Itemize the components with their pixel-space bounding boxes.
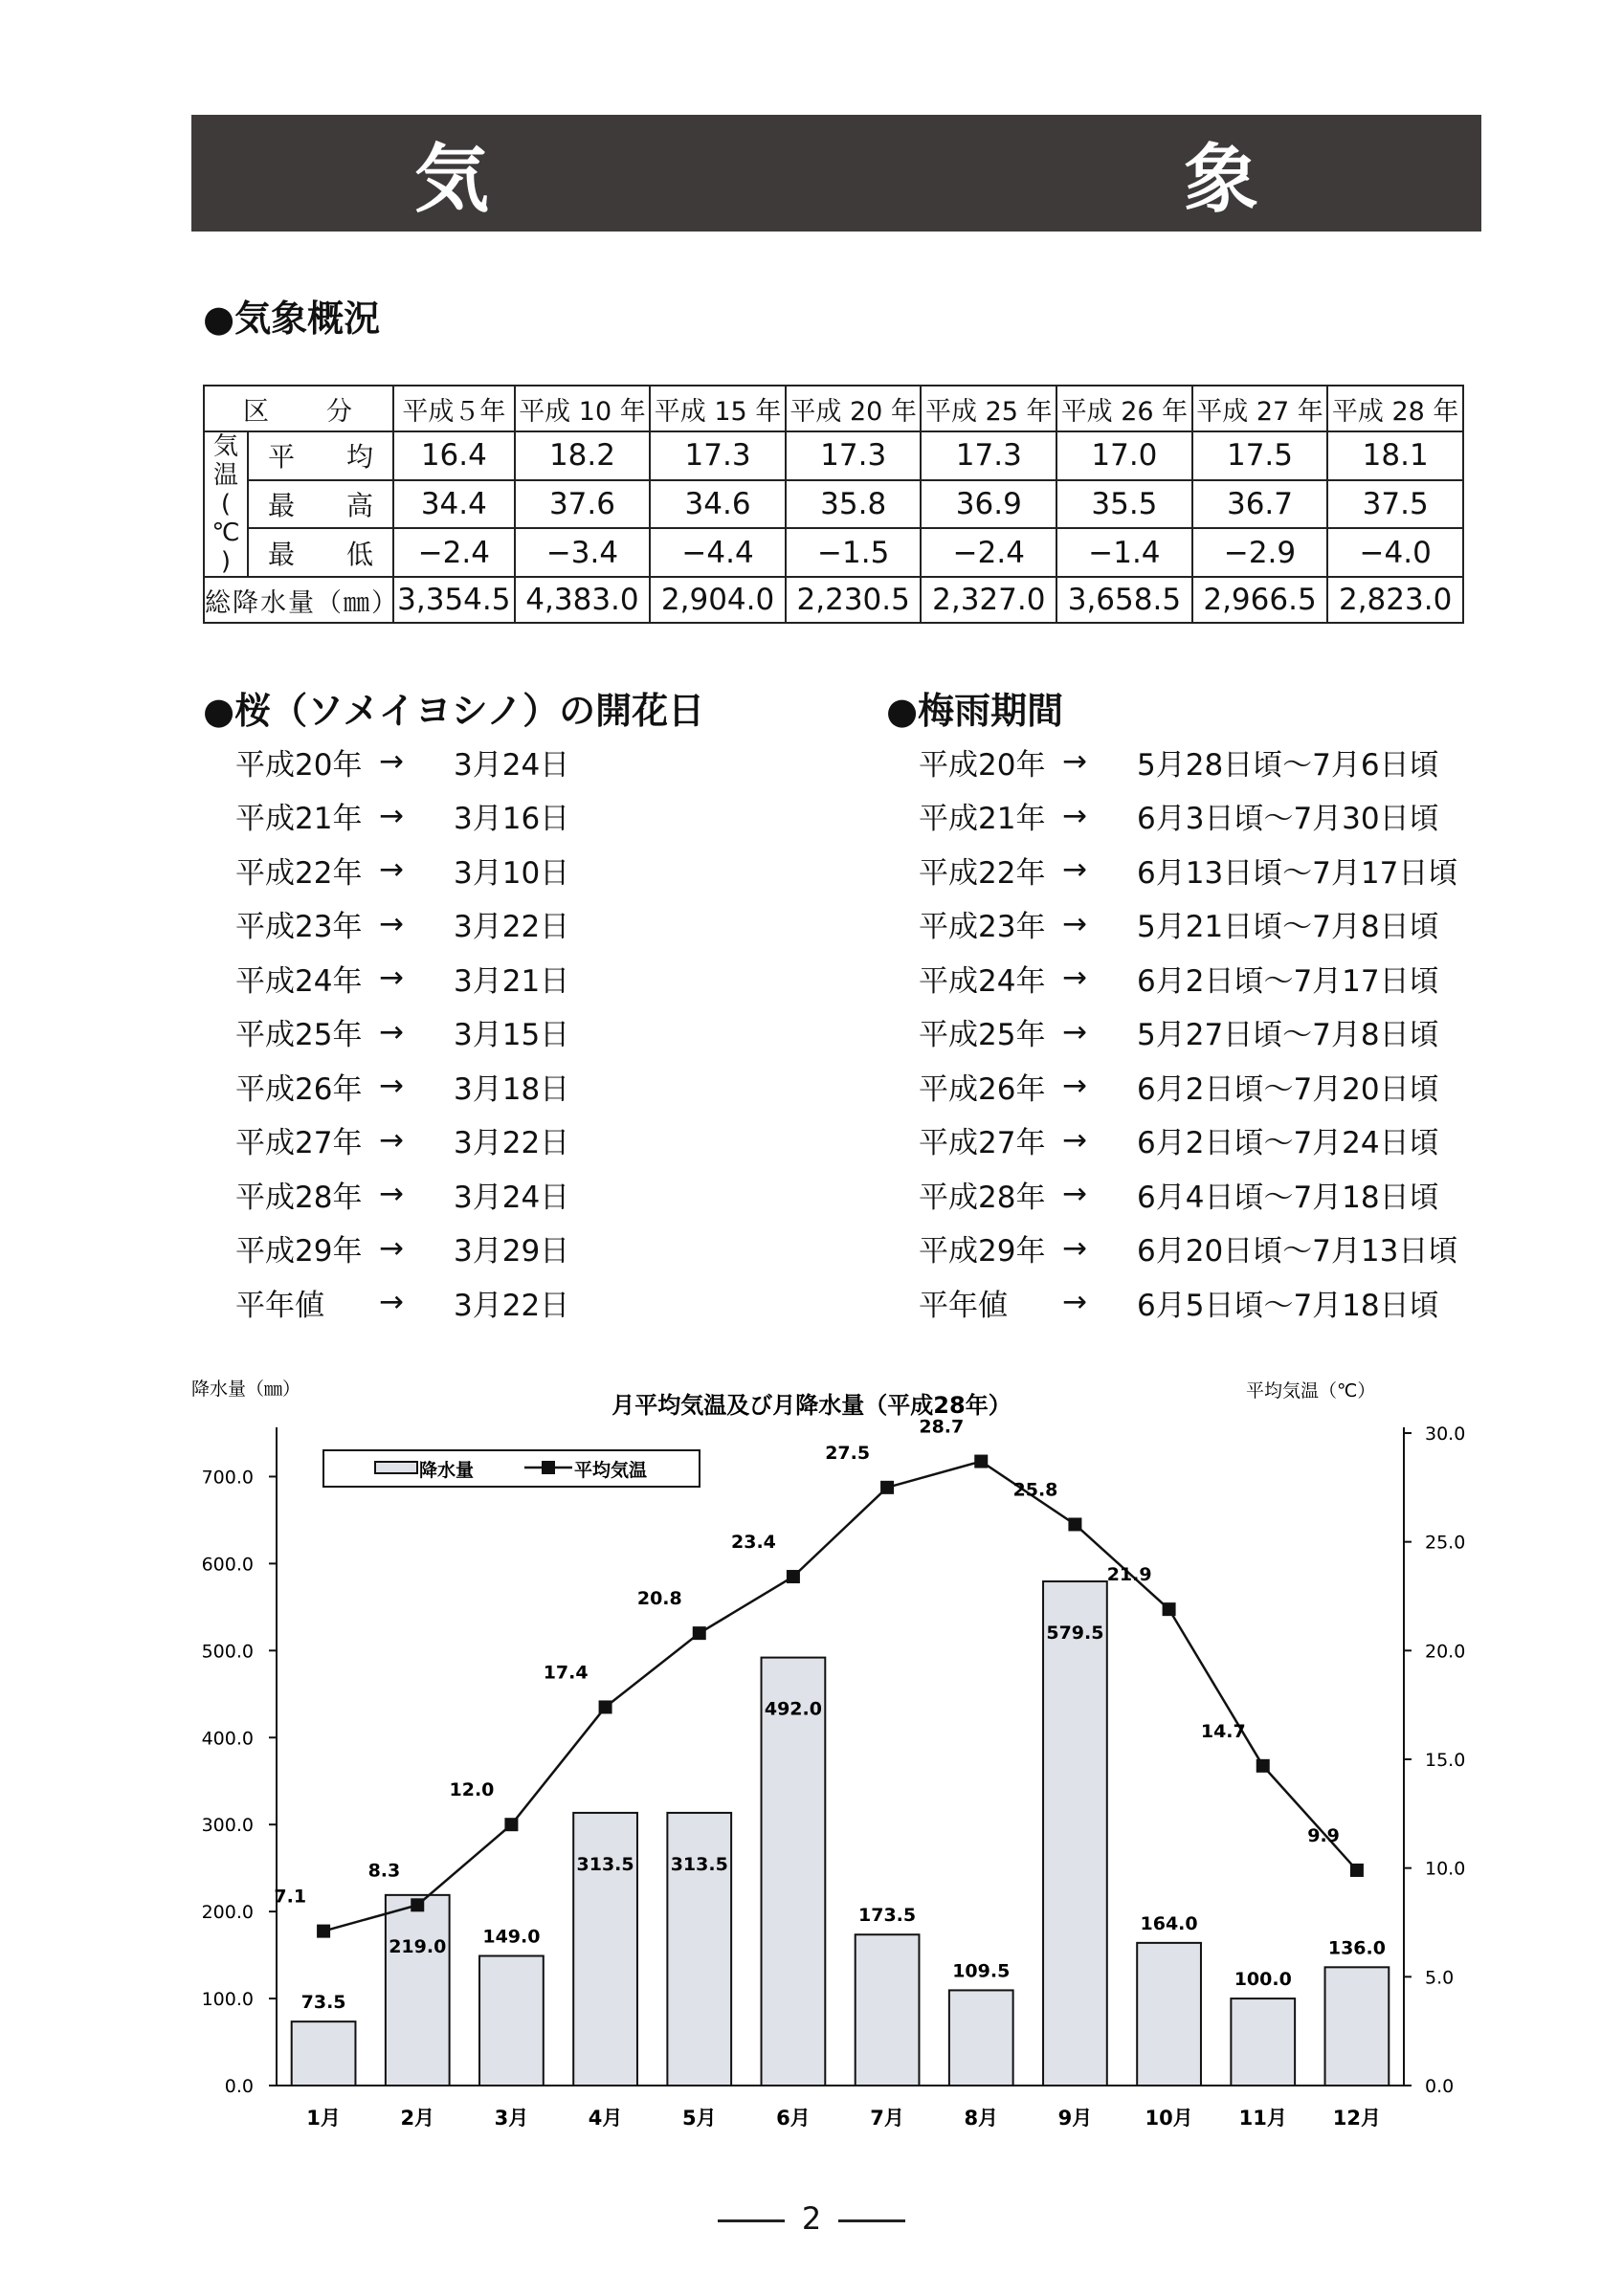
sakura-row [235,1005,569,1060]
tsuyu-year: 平成20年 [919,747,1046,783]
temperature-point [787,1570,800,1583]
table-cell: 4,383.0 [515,577,651,623]
sakura-value: 3月29日 [454,1234,570,1269]
arrow-icon: → [1062,1177,1087,1212]
tsuyu-value: 5月28日頃〜7月6日頃 [1137,747,1439,783]
tsuyu-value: 5月27日頃〜7月8日頃 [1137,1018,1439,1053]
table-cell: 34.6 [650,480,786,529]
arrow-icon: → [1062,1122,1087,1158]
temperature-point [1256,1759,1270,1773]
year-header: 平成５年 [393,386,515,431]
temperature-point [974,1455,988,1468]
sakura-value: 3月16日 [454,802,570,837]
y-tick-label: 500.0 [201,1641,254,1663]
x-tick-label: 8月 [964,2107,999,2130]
tsuyu-year: 平成26年 [919,1071,1046,1107]
table-cell: 18.1 [1327,431,1463,480]
table-cell: 2,904.0 [650,577,786,623]
arrow-icon: → [1062,744,1087,780]
sakura-row [235,843,569,897]
sakura-heading: ●桜（ソメイヨシノ）の開花日 [203,690,705,732]
table-cell: 17.0 [1056,431,1192,480]
table-cell: −1.5 [786,528,922,577]
arrow-icon: → [379,1177,404,1212]
sakura-year: 平成28年 [235,1180,363,1215]
arrow-icon: → [379,1122,404,1158]
temperature-point [1350,1864,1364,1877]
sakura-row [235,897,569,952]
rain-bar-label: 73.5 [300,1992,346,2014]
temperature-label: 20.8 [636,1588,682,1610]
sakura-value: 3月10日 [454,855,570,891]
page-title-bar [191,115,1481,232]
tsuyu-row [919,951,1457,1005]
sakura-value: 3月24日 [454,1180,570,1215]
tsuyu-row [919,897,1457,952]
monthly-weather-chart [0,1349,1623,2210]
sakura-value: 3月15日 [454,1018,570,1053]
tsuyu-value: 6月20日頃〜7月13日頃 [1137,1234,1458,1269]
table-cell: −2.9 [1192,528,1328,577]
row-label-max: 最 高 [248,480,393,529]
temperature-label: 25.8 [1012,1479,1058,1501]
y2-tick-label: 25.0 [1425,1532,1466,1554]
table-row [204,480,1463,529]
page-title: 気 象 [413,137,1440,223]
temperature-point [1068,1517,1081,1531]
arrow-icon: → [379,1069,404,1104]
temperature-label: 12.0 [449,1779,495,1801]
legend-line-marker [542,1461,555,1474]
footer-dash [718,2219,785,2222]
tsuyu-year: 平成25年 [919,1018,1046,1053]
arrow-icon: → [379,906,404,941]
temperature-point [599,1700,612,1713]
table-cell: 3,354.5 [393,577,515,623]
y2-tick-label: 30.0 [1425,1424,1466,1445]
x-tick-label: 3月 [494,2107,529,2130]
sakura-row [235,1275,569,1330]
sakura-value: 3月24日 [454,747,570,783]
tsuyu-list [919,735,1457,1330]
arrow-icon: → [1062,1230,1087,1266]
table-cell: 17.3 [921,431,1056,480]
sakura-year: 平成23年 [235,910,363,945]
temperature-label: 17.4 [543,1662,589,1684]
tsuyu-year: 平年値 [919,1288,1008,1323]
sakura-row [235,1222,569,1276]
x-tick-label: 10月 [1145,2107,1193,2130]
table-cell: 17.3 [650,431,786,480]
sakura-list [235,735,569,1330]
arrow-icon: → [379,1285,404,1320]
temperature-point [411,1898,424,1911]
temperature-label: 14.7 [1200,1720,1246,1742]
temperature-point [317,1925,330,1938]
sakura-value: 3月22日 [454,1288,570,1323]
table-row [204,528,1463,577]
year-header: 平成 10 年 [515,386,651,431]
y-tick-label: 200.0 [201,1902,254,1924]
temperature-point [504,1818,518,1831]
rain-bar-label: 313.5 [576,1853,634,1875]
rain-bar [856,1934,920,2086]
tsuyu-year: 平成28年 [919,1180,1046,1215]
page-number: 2 [801,2200,822,2237]
sakura-row [235,1059,569,1114]
tsuyu-row [919,1114,1457,1168]
rain-bar-label: 149.0 [482,1926,541,1948]
sakura-year: 平成21年 [235,802,363,837]
temperature-label: 21.9 [1106,1564,1152,1586]
table-header-label: 区 分 [204,386,393,431]
temperature-line [323,1462,1357,1932]
year-header: 平成 28 年 [1327,386,1463,431]
tsuyu-year: 平成23年 [919,910,1046,945]
table-cell: −4.0 [1327,528,1463,577]
table-cell: 2,230.5 [786,577,922,623]
x-tick-label: 11月 [1238,2107,1287,2130]
y2-tick-label: 15.0 [1425,1750,1466,1771]
sakura-year: 平成24年 [235,963,363,999]
arrow-icon: → [1062,852,1087,888]
sakura-value: 3月22日 [454,910,570,945]
sakura-row [235,951,569,1005]
tsuyu-year: 平成21年 [919,802,1046,837]
sakura-year: 平成29年 [235,1234,363,1269]
legend-line-label: 平均気温 [574,1460,648,1481]
tsuyu-value: 6月2日頃〜7月20日頃 [1137,1071,1439,1107]
tsuyu-row [919,1275,1457,1330]
sakura-year: 平成22年 [235,855,363,891]
temperature-group-label: 気 温 ( ℃ ) [204,431,248,577]
rain-bar-label: 313.5 [670,1853,728,1875]
arrow-icon: → [1062,1285,1087,1320]
arrow-icon: → [1062,960,1087,996]
tsuyu-value: 6月4日頃〜7月18日頃 [1137,1180,1439,1215]
x-tick-label: 4月 [588,2107,623,2130]
page-number-footer [0,2200,1623,2237]
chart-title: 月平均気温及び月降水量（平成28年） [611,1392,1012,1419]
y-tick-label: 100.0 [201,1989,254,2011]
year-header: 平成 26 年 [1056,386,1192,431]
y-axis-label: 降水量（㎜） [191,1379,301,1400]
arrow-icon: → [379,1230,404,1266]
arrow-icon: → [379,1014,404,1049]
year-header: 平成 15 年 [650,386,786,431]
sakura-year: 平成20年 [235,747,363,783]
sakura-row [235,1167,569,1222]
tsuyu-heading: ●梅雨期間 [886,690,1064,732]
rain-bar-label: 164.0 [1140,1912,1198,1934]
table-cell: 2,327.0 [921,577,1056,623]
year-header: 平成 20 年 [786,386,922,431]
x-tick-label: 5月 [681,2107,717,2130]
table-cell: −2.4 [393,528,515,577]
rain-bar [1325,1967,1390,2086]
tsuyu-value: 6月13日頃〜7月17日頃 [1137,855,1458,891]
table-cell: −3.4 [515,528,651,577]
tsuyu-value: 6月2日頃〜7月24日頃 [1137,1126,1439,1161]
row-label-min: 最 低 [248,528,393,577]
sakura-year: 平成26年 [235,1071,363,1107]
x-tick-label: 7月 [870,2107,904,2130]
x-tick-label: 1月 [306,2107,341,2130]
y-tick-label: 600.0 [201,1554,254,1576]
table-cell: −1.4 [1056,528,1192,577]
arrow-icon: → [379,960,404,996]
sakura-year: 平年値 [235,1288,324,1323]
y2-axis-label: 平均気温（℃） [1246,1380,1376,1402]
temperature-point [880,1481,894,1494]
sakura-value: 3月18日 [454,1071,570,1107]
y2-tick-label: 20.0 [1425,1641,1466,1663]
temperature-point [1163,1602,1176,1616]
table-cell: 2,966.5 [1192,577,1328,623]
temperature-label: 9.9 [1307,1824,1340,1846]
table-cell: 3,658.5 [1056,577,1192,623]
table-header-row [204,386,1463,431]
temperature-label: 8.3 [367,1860,401,1882]
table-cell: 16.4 [393,431,515,480]
table-row [204,577,1463,623]
temperature-point [693,1626,706,1640]
temperature-label: 27.5 [825,1442,871,1464]
sakura-value: 3月22日 [454,1126,570,1161]
y2-tick-label: 0.0 [1425,2076,1455,2097]
weather-overview-heading: ●気象概況 [203,298,381,340]
temperature-label: 28.7 [919,1416,965,1438]
footer-dash [838,2219,905,2222]
table-cell: −2.4 [921,528,1056,577]
sakura-row [235,789,569,844]
arrow-icon: → [1062,906,1087,941]
tsuyu-value: 6月3日頃〜7月30日頃 [1137,802,1439,837]
rain-bar [949,1990,1013,2086]
y-tick-label: 300.0 [201,1815,254,1837]
x-tick-label: 12月 [1332,2107,1382,2130]
arrow-icon: → [379,744,404,780]
tsuyu-year: 平成24年 [919,963,1046,999]
rain-bar-label: 579.5 [1046,1623,1104,1645]
tsuyu-row [919,789,1457,844]
y-tick-label: 0.0 [224,2076,254,2097]
tsuyu-row [919,1222,1457,1276]
tsuyu-year: 平成27年 [919,1126,1046,1161]
x-tick-label: 6月 [776,2107,811,2130]
arrow-icon: → [1062,1014,1087,1049]
rain-bar [479,1956,544,2086]
sakura-value: 3月21日 [454,963,570,999]
arrow-icon: → [1062,798,1087,833]
tsuyu-row [919,843,1457,897]
arrow-icon: → [379,798,404,833]
tsuyu-row [919,1167,1457,1222]
x-tick-label: 9月 [1057,2107,1093,2130]
rain-bar-label: 173.5 [858,1905,917,1927]
tsuyu-row [919,1005,1457,1060]
tsuyu-year: 平成22年 [919,855,1046,891]
table-cell: 18.2 [515,431,651,480]
temperature-label: 23.4 [731,1532,776,1554]
table-cell: 36.7 [1192,480,1328,529]
sakura-year: 平成27年 [235,1126,363,1161]
arrow-icon: → [1062,1069,1087,1104]
rain-bar [292,2021,356,2086]
rain-bar-label: 492.0 [764,1698,822,1720]
y-tick-label: 400.0 [201,1728,254,1750]
table-cell: 17.3 [786,431,922,480]
rain-bar-label: 100.0 [1234,1969,1292,1991]
table-row [204,431,1463,480]
rain-bar-label: 109.5 [952,1960,1011,1982]
tsuyu-value: 6月5日頃〜7月18日頃 [1137,1288,1439,1323]
y2-tick-label: 10.0 [1425,1858,1466,1880]
table-cell: 36.9 [921,480,1056,529]
tsuyu-row [919,735,1457,789]
tsuyu-row [919,1059,1457,1114]
table-cell: 17.5 [1192,431,1328,480]
table-cell: 35.5 [1056,480,1192,529]
tsuyu-year: 平成29年 [919,1234,1046,1269]
table-cell: 37.6 [515,480,651,529]
year-header: 平成 27 年 [1192,386,1328,431]
row-label-average: 平 均 [248,431,393,480]
table-cell: 34.4 [393,480,515,529]
sakura-year: 平成25年 [235,1018,363,1053]
rain-bar [386,1895,450,2086]
table-cell: 35.8 [786,480,922,529]
legend-bar-label: 降水量 [419,1460,475,1481]
x-tick-label: 2月 [400,2107,435,2130]
weather-overview-table [203,385,1464,624]
y-tick-label: 700.0 [201,1467,254,1489]
rain-total-label: 総降水量（㎜） [204,577,393,623]
table-cell: 2,823.0 [1327,577,1463,623]
rain-bar [762,1658,826,2086]
tsuyu-value: 6月2日頃〜7月17日頃 [1137,963,1439,999]
sakura-row [235,1114,569,1168]
rain-bar [1137,1943,1201,2086]
y2-tick-label: 5.0 [1425,1967,1455,1989]
rain-bar-label: 136.0 [1327,1937,1386,1959]
year-header: 平成 25 年 [921,386,1056,431]
temperature-label: 7.1 [274,1886,307,1908]
table-cell: 37.5 [1327,480,1463,529]
sakura-row [235,735,569,789]
table-cell: −4.4 [650,528,786,577]
arrow-icon: → [379,852,404,888]
rain-bar [1231,1998,1295,2086]
legend-bar-swatch [375,1462,417,1473]
rain-bar-label: 219.0 [389,1935,447,1957]
rain-bar [1043,1581,1107,2086]
tsuyu-value: 5月21日頃〜7月8日頃 [1137,910,1439,945]
